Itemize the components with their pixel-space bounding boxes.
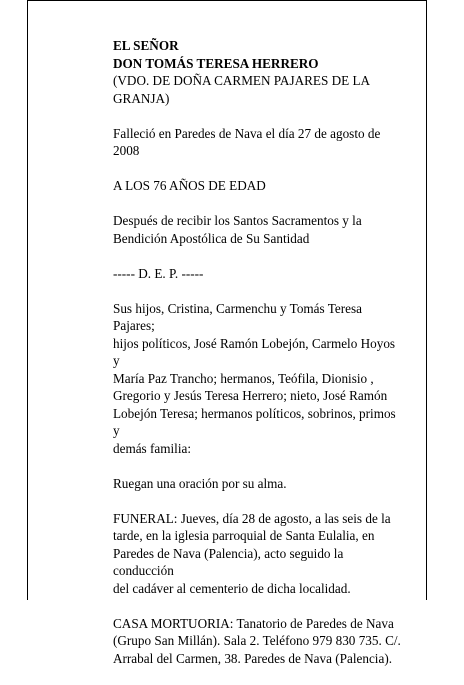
mortuary-block <box>113 615 403 668</box>
sacraments-line2: Bendición Apostólica de Su Santidad <box>113 230 310 246</box>
family-line6: demás familia: <box>113 440 191 456</box>
sacraments-line1: Después de recibir los Santos Sacramentos y la <box>113 213 362 228</box>
family-line4: Gregorio y Jesús Teresa Herrero; nieto, José Ramón <box>113 388 388 403</box>
heading-name: DON TOMÁS TERESA HERRERO <box>113 55 319 71</box>
heading-widower-line2: GRANJA) <box>113 90 170 106</box>
mortuary-line1: CASA MORTUORIA: Tanatorio de Paredes de Nava <box>113 615 394 631</box>
funeral-line3: Paredes de Nava (Palencia), acto seguido la conducción <box>113 545 344 578</box>
mortuary-line3: Arrabal del Carmen, 38. Paredes de Nava (Palencia). <box>113 650 393 666</box>
heading-title: EL SEÑOR <box>113 38 179 53</box>
funeral-block <box>113 510 403 598</box>
family-line1: Sus hijos, Cristina, Carmenchu y Tomás Teresa Pajares; <box>113 300 362 333</box>
family-block <box>113 300 403 458</box>
prayer-line: Ruegan una oración por su alma. <box>113 475 287 491</box>
age-line: A LOS 76 AÑOS DE EDAD <box>113 178 266 193</box>
mortuary-line2: (Grupo San Millán). Sala 2. Teléfono 979 830 735. C/. <box>113 633 401 648</box>
funeral-line2: tarde, en la iglesia parroquial de Santa Eulalia, en <box>113 528 375 543</box>
family-line2: hijos políticos, José Ramón Lobejón, Carmelo Hoyos y <box>113 335 396 368</box>
heading-block <box>113 37 403 107</box>
obituary-text <box>113 37 403 685</box>
heading-widower-line1: (VDO. DE DOÑA CARMEN PAJARES DE LA <box>113 73 371 88</box>
funeral-line1: FUNERAL: Jueves, día 28 de agosto, a las seis de la <box>113 510 391 526</box>
funeral-line4: del cadáver al cementerio de dicha localidad. <box>113 580 351 596</box>
family-line3: María Paz Trancho; hermanos, Teófila, Dionisio , <box>113 370 374 386</box>
death-notice: Falleció en Paredes de Nava el día 27 de agosto de 2008 <box>113 125 381 158</box>
sacraments-block <box>113 212 403 247</box>
rip-line: ----- D. E. P. ----- <box>113 265 204 281</box>
family-line5: Lobejón Teresa; hermanos políticos, sobrinos, primos y <box>113 405 396 438</box>
